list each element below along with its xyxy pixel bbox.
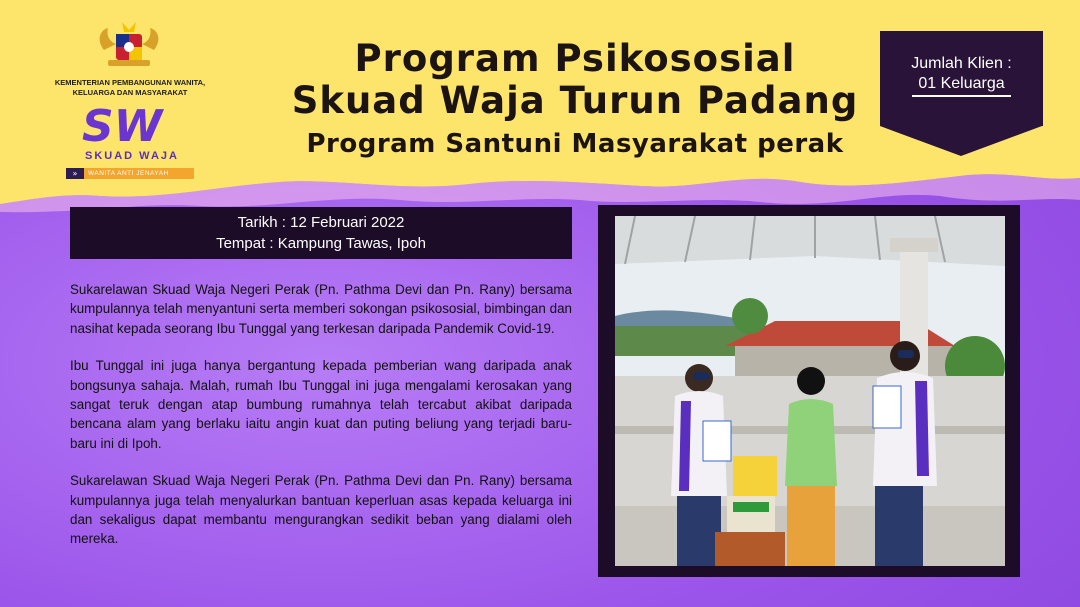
skuad-waja-logo xyxy=(82,101,182,147)
paragraph-1: Sukarelawan Skuad Waja Negeri Perak (Pn. Pathma Devi dan Pn. Rany) bersama kumpulannya telah menyantuni serta memberi sokongan psikososial, bimbingan dan nasihat kepada seorang Ibu Tunggal yang terkesan daripada Pandemik Covid-19. xyxy=(70,282,572,336)
logo-name: SKUAD WAJA xyxy=(85,150,179,162)
title-line3: Program Santuni Masyarakat perak xyxy=(306,129,844,159)
paragraph-3: Sukarelawan Skuad Waja Negeri Perak (Pn. Pathma Devi dan Pn. Rany) bersama kumpulannya juga telah menyalurkan bantuan keperluan asas kepada keluarga ini dan sekaligus dapat membantu mengurangkan sedikit beban yang dialami oleh mereka. xyxy=(70,473,572,547)
logo-tagline: WANITA ANTI JENAYAH xyxy=(88,170,169,177)
ministry-name xyxy=(40,78,220,98)
event-place: Tempat : Kampung Tawas, Ipoh xyxy=(216,235,426,252)
client-count-value: 01 Keluarga xyxy=(912,75,1010,97)
malaysia-crest-icon xyxy=(94,20,164,70)
double-chevron-icon: » xyxy=(66,168,84,179)
event-info-box xyxy=(70,207,572,259)
client-badge-pointer xyxy=(880,126,1042,156)
event-photo xyxy=(615,216,1005,566)
header-titles xyxy=(240,38,910,162)
title-line2: Skuad Waja Turun Padang xyxy=(291,79,859,122)
client-count-badge xyxy=(880,31,1043,126)
article-body xyxy=(70,280,572,567)
paragraph-2: Ibu Tunggal ini juga hanya bergantung kepada pemberian wang daripada anak bongsunya sahaja. Malah, rumah Ibu Tunggal ini juga mengalami kerosakan yang sangat teruk dengan atap bumbung rumahnya telah tercabut akibat daripada bencana alam yang berlaku iaitu angin kuat dan puting beliung yang terjadi baru-baru ini di Ipoh. xyxy=(70,358,572,451)
ministry-line2: KELUARGA DAN MASYARAKAT xyxy=(72,88,188,97)
logo-tagline-bar xyxy=(66,168,194,179)
logo-monogram: SW xyxy=(82,101,163,147)
client-count-label: Jumlah Klien : xyxy=(911,55,1012,72)
title-line1: Program Psikososial xyxy=(354,37,796,80)
event-date: Tarikh : 12 Februari 2022 xyxy=(237,214,405,231)
ministry-line1: KEMENTERIAN PEMBANGUNAN WANITA, xyxy=(54,78,206,87)
